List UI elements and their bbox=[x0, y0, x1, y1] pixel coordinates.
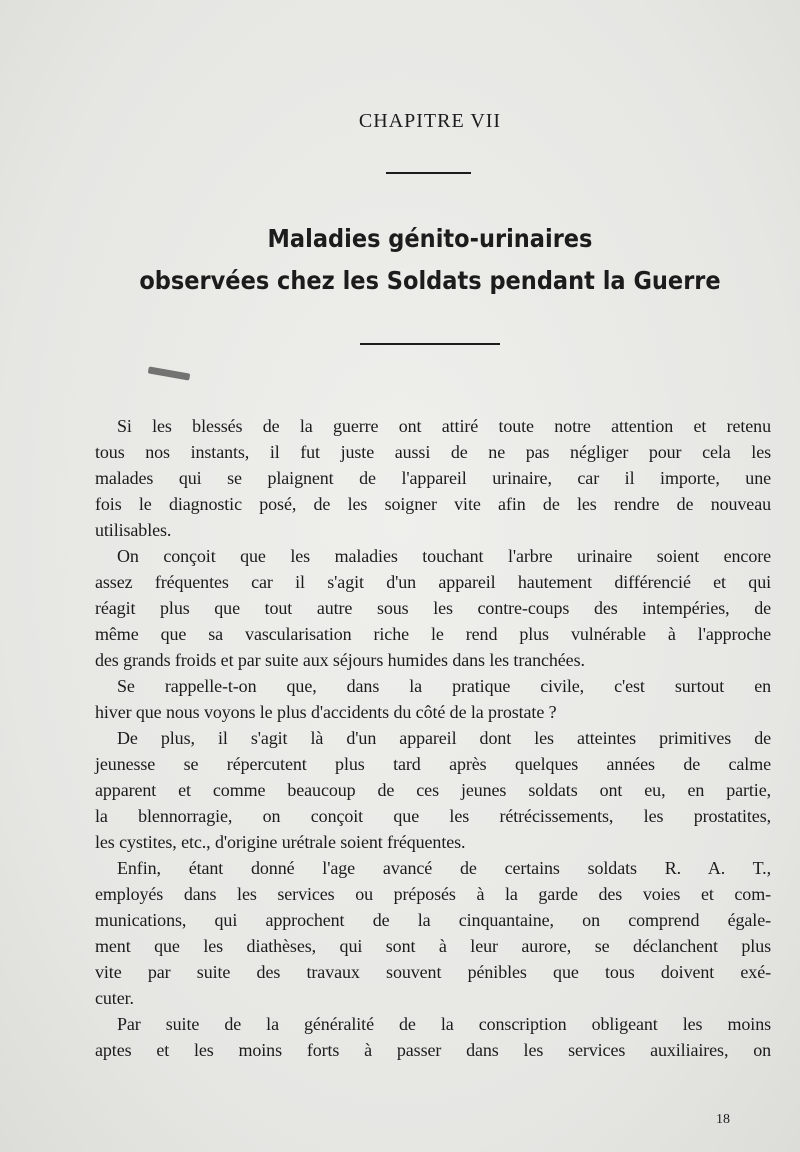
text-line: fois le diagnostic posé, de les soigner vite afin de les rendre de nouveau bbox=[95, 494, 771, 514]
text-line: aptes et les moins forts à passer dans les services auxiliaires, on bbox=[95, 1040, 771, 1060]
text-line: Si les blessés de la guerre ont attiré toute notre attention et retenu bbox=[117, 416, 771, 436]
text-line: les cystites, etc., d'origine urétrale soient fréquentes. bbox=[95, 832, 466, 852]
text-line: assez fréquentes car il s'agit d'un appareil hautement différencié et qui bbox=[95, 572, 771, 592]
chapter-title-line-2: observées chez les Soldats pendant la Guerre bbox=[139, 266, 721, 295]
text-line: On conçoit que les maladies touchant l'arbre urinaire soient encore bbox=[117, 546, 771, 566]
ink-smudge bbox=[148, 366, 191, 380]
text-line: Enfin, étant donné l'age avancé de certains soldats R. A. T., bbox=[117, 858, 771, 878]
text-line: des grands froids et par suite aux séjours humides dans les tranchées. bbox=[95, 650, 585, 670]
text-line: Par suite de la généralité de la conscription obligeant les moins bbox=[117, 1014, 771, 1034]
text-line: ment que les diathèses, qui sont à leur aurore, se déclanchent plus bbox=[95, 936, 771, 956]
text-line: Se rappelle-t-on que, dans la pratique civile, c'est surtout en bbox=[117, 676, 771, 696]
text-line: hiver que nous voyons le plus d'accidents du côté de la prostate ? bbox=[95, 702, 557, 722]
body-text bbox=[95, 413, 771, 1063]
text-line: apparent et comme beaucoup de ces jeunes soldats ont eu, en partie, bbox=[95, 780, 771, 800]
text-line: employés dans les services ou préposés à la garde des voies et com- bbox=[95, 884, 771, 904]
text-line: la blennorragie, on conçoit que les rétrécissements, les prostatites, bbox=[95, 806, 771, 826]
text-line: cuter. bbox=[95, 988, 134, 1008]
text-line: vite par suite des travaux souvent pénibles que tous doivent exé- bbox=[95, 962, 771, 982]
title-divider bbox=[360, 343, 500, 345]
text-line: réagit plus que tout autre sous les contre-coups des intempéries, de bbox=[95, 598, 771, 618]
text-line: jeunesse se répercutent plus tard après quelques années de calme bbox=[95, 754, 771, 774]
text-line: utilisables. bbox=[95, 520, 172, 540]
text-line: tous nos instants, il fut juste aussi de ne pas négliger pour cela les bbox=[95, 442, 771, 462]
page-number: 18 bbox=[716, 1112, 730, 1127]
text-line: malades qui se plaignent de l'appareil urinaire, car il importe, une bbox=[95, 468, 771, 488]
chapter-title-line-1: Maladies génito-urinaires bbox=[267, 224, 593, 253]
chapter-divider bbox=[386, 172, 471, 174]
text-line: même que sa vascularisation riche le rend plus vulnérable à l'approche bbox=[95, 624, 771, 644]
chapter-label: CHAPITRE VII bbox=[358, 110, 502, 132]
text-line: munications, qui approchent de la cinquantaine, on comprend égale- bbox=[95, 910, 771, 930]
text-line: De plus, il s'agit là d'un appareil dont les atteintes primitives de bbox=[117, 728, 771, 748]
